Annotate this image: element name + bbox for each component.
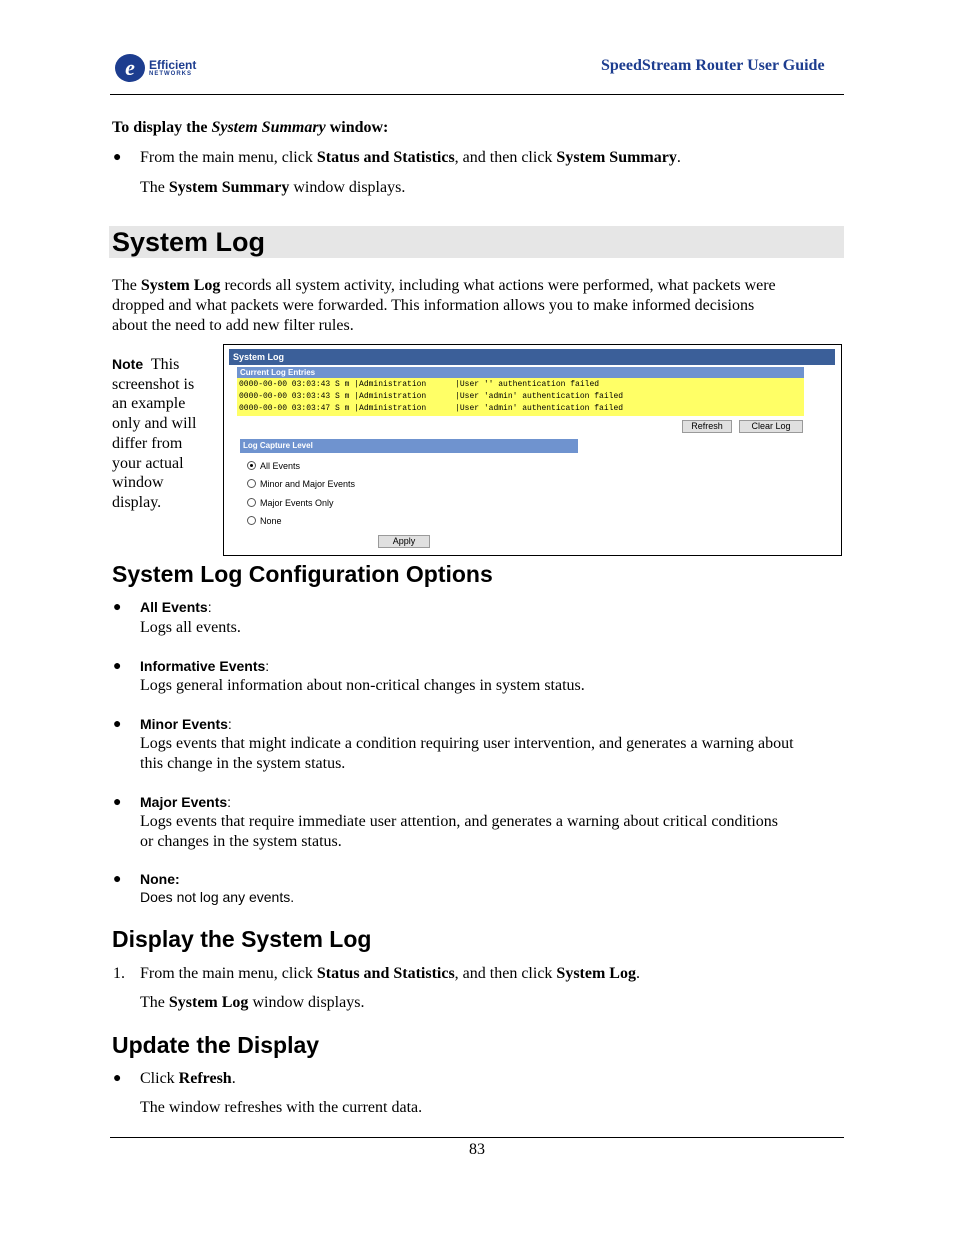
log-entry: 0000-00-00 03:03:43 S m |Administration |User '' authentication failed [239,380,600,389]
system-log-screenshot [223,344,842,556]
option-name: Major Events: [140,794,232,810]
bullet-icon: ● [113,717,122,732]
refresh-button[interactable]: Refresh [682,420,732,433]
page-title: System Log [112,227,266,257]
radio-none[interactable]: None [247,515,282,527]
apply-button[interactable]: Apply [378,535,430,548]
option-name: None: [140,871,180,887]
footer-rule [110,1137,844,1138]
radio-icon[interactable] [247,479,256,488]
display-heading: Display the System Log [112,926,372,952]
log-entries-list [237,378,804,416]
option-description: Logs events that require immediate user attention, and generates a warning about critical conditions or changes in the system status. [140,813,779,850]
update-heading: Update the Display [112,1032,320,1058]
update-result: The window refreshes with the current data. [140,1099,423,1116]
log-entry: 0000-00-00 03:03:47 S m |Administration |User 'admin' authentication failed [239,404,624,413]
system-log-description: The System Log records all system activity, including what actions were performed, what packets were dropped and what packets were forwarded. This information allows you to make informed decisions about the need to add new filter rules. [112,277,776,334]
update-step: Click Refresh. [140,1070,236,1087]
efficient-networks-logo-icon: e [115,54,145,82]
intro-step: From the main menu, click Status and Statistics, and then click System Summary. [140,149,681,166]
note: Note This screenshot is an example only and will differ from your actual window display. [112,356,197,511]
display-result: The System Log window displays. [140,994,365,1011]
intro-result: The System Summary window displays. [140,179,406,196]
bullet-icon: ● [113,659,122,674]
guide-title: SpeedStream Router User Guide [601,57,825,74]
log-capture-level-header: Log Capture Level [240,439,578,453]
radio-minor-major-events[interactable]: Minor and Major Events [247,478,355,490]
radio-icon[interactable] [247,516,256,525]
header-rule [110,94,844,95]
log-entry: 0000-00-00 03:03:43 S m |Administration |User 'admin' authentication failed [239,392,624,401]
option-description: Logs all events. [140,619,241,636]
clear-log-button[interactable]: Clear Log [739,420,803,433]
option-name: Informative Events: [140,658,270,674]
page-number: 83 [469,1141,485,1158]
option-description: Does not log any events. [140,889,295,905]
radio-icon[interactable] [247,498,256,507]
display-step: From the main menu, click Status and Statistics, and then click System Log. [140,965,640,982]
bullet-icon: ● [113,600,122,615]
step-number: 1. [113,965,125,982]
window-title-bar: System Log [229,349,835,365]
radio-all-events[interactable]: All Events [247,460,300,472]
current-log-entries-header: Current Log Entries [237,367,804,378]
bullet-icon: ● [113,872,122,887]
bullet-icon: ● [113,795,122,810]
radio-selected-icon[interactable] [247,461,256,470]
option-name: All Events: [140,599,212,615]
logo-name: Efficient [149,58,197,72]
note-label: Note [112,356,144,372]
bullet-icon: ● [113,1071,122,1086]
option-name: Minor Events: [140,716,232,732]
option-description: Logs events that might indicate a condition requiring user intervention, and generates a warning about this change in the system status. [140,735,794,772]
config-heading: System Log Configuration Options [112,561,493,587]
intro-heading: To display the System Summary window: [112,119,389,136]
option-description: Logs general information about non-critical changes in system status. [140,677,585,694]
radio-major-events-only[interactable]: Major Events Only [247,497,334,509]
logo-subtitle: NETWORKS [149,71,192,77]
bullet-icon: ● [113,150,122,165]
